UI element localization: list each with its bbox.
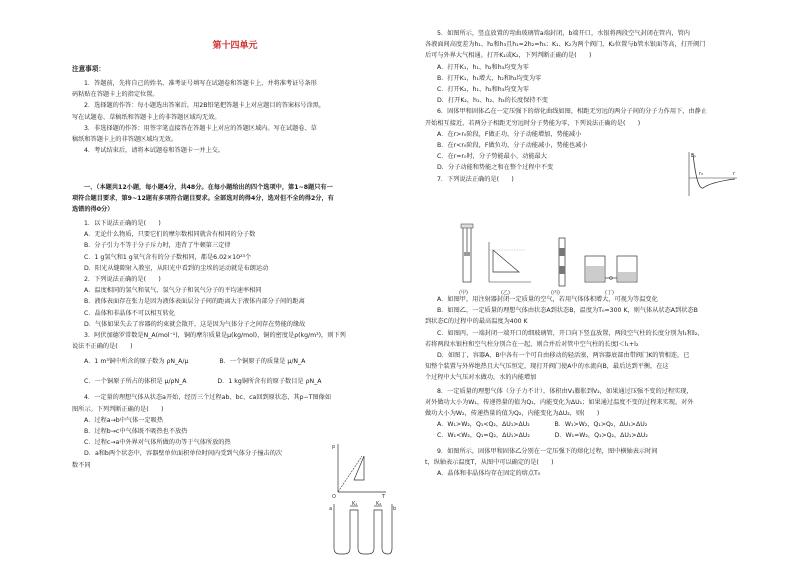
question-line: D．如图丁，容器A、B中各有一个可自由移动的轻活塞，两容器底部由带阀门K的管相连，已 [437, 352, 690, 360]
question-line: t，纵轴表示温度T，从图中可以确定的是( ) [425, 458, 554, 466]
question-line: 1．以下说法正确的是( ) [84, 220, 161, 227]
question-line: C．W₁<W₂，Q₁=Q₂，ΔU₁>ΔU₂ D．W₁=W₂，Q₁>Q₂，ΔU₁>ΔU₂ [437, 432, 648, 440]
notice-item: 3．非选择题的作答：用签字笔直接答在答题卡上对应的答题区域内。写在试题卷、草 [84, 124, 317, 132]
ep-axis-label: Eₚ [691, 153, 697, 159]
question-line: 各液面间高度差为h₁、h₂和h₃且h₁=2h₂=h₃；K₁、K₂为两个阀门，K₂位置与b管水银面等高，打开阀门 [425, 41, 706, 49]
question-line: D．a和b两个状态中，容器壁单位面积单位时间内受到气体分子撞击的次 [84, 450, 283, 458]
notice-item: 稿纸和答题卡上的非答题区域均无效。 [72, 136, 178, 144]
r0-label: r₀ [699, 171, 704, 177]
question-line: C．在r=r₀时，分子势能最小，动能最大 [437, 153, 547, 161]
tube-b-label: b [393, 506, 396, 512]
notice-item: 写在试题卷、草稿纸和答题卡上的非答题区域均无效。 [72, 113, 221, 121]
notice-item: 1．答题前，先将自己的姓名、准考证号填写在试题卷和答题卡上，并将准考证号条形 [84, 80, 317, 87]
question-line: C．晶体和非晶体不可以相互转化 [84, 309, 175, 317]
question-line: B．过程b→c中气体既不吸热也不放热 [84, 428, 188, 436]
pT-origin-label: O [332, 494, 336, 498]
question-line: 4．一定量的理想气体从状态a开始，经历三个过程ab、bc、ca回到原状态，其p−T图像如 [84, 394, 332, 402]
question-line: 开始相互接近，若两分子相距无穷远时分子势能为零，下列说法正确的是( ) [425, 119, 641, 127]
question-line: A．打开K₁，h₁、h₂和h₃均变为零 [437, 63, 529, 71]
question-line: A．如图甲，用注射器封闭一定质量的空气，若用气体体积增大，可视为等温变化 [437, 296, 658, 303]
fig-jia-label: (甲) [459, 290, 468, 296]
section-line: 一、（本题共12小题，每小题4分，共48分。在每小题给出的四个选项中，第1~8题只有一 [84, 184, 333, 191]
r-axis-label: r [733, 171, 736, 177]
q7-figures [455, 222, 655, 298]
notice-item: 码粘贴在答题卡上的指定位置。 [72, 91, 159, 99]
right-question-list-b [425, 294, 755, 479]
u-tube-figure [328, 500, 396, 558]
question-line: C．打开K₂，h₁、h₂和h₃均变为零 [437, 86, 529, 94]
question-line: 7．下列说法正确的是( ) [437, 175, 514, 183]
question-line: 3．阿伏加德罗常数是N_A(mol⁻¹)，铜的摩尔质量是μ(kg/mol)，铜的密度是ρ(kg/m³)，则下列 [84, 332, 346, 340]
question-line: B．分子引力不等于分子斥力时，违背了牛顿第三定律 [84, 242, 231, 250]
question-line: D．分子动能和势能之和在整个过程中不变 [437, 164, 554, 172]
section-line: 项符合题目要求，第9~12题有多项符合题目要求。全部选对的得4分，选对但不全的得2分，有 [72, 195, 334, 203]
question-line: 数不同 [72, 461, 91, 469]
question-line: B．在r<r₀阶段，F做负功，分子动能减小，势能也减小 [437, 142, 588, 150]
notice-item: 4．考试结束后，请将本试题卷和答题卡一并上交。 [84, 147, 225, 155]
question-line: A．过程a→b中气体一定吸热 [84, 416, 164, 424]
section-line: 选错的得0分） [72, 206, 114, 214]
question-line: B．液体表面存在张力是因为液体表面层分子间的距离大于液体内部分子间的距离 [84, 298, 305, 306]
question-line: C．1 g氢气和1 g氧气含有的分子数相同，都是6.02×10²³个 [84, 253, 252, 261]
question-line: A．无论什么物质，只要它们的摩尔数相同就含有相同的分子数 [84, 231, 256, 239]
question-line: 8．一定质量的理想气体（分子力不计），体积由V₁膨胀到V₂，如果通过压强不变的过程实现， [437, 387, 693, 395]
page-title: 第十四单元 [212, 41, 258, 51]
question-line: 到状态C的过程中的最高温度为400 K [425, 318, 528, 326]
question-line: 个过程中大气压对水做功，水的内能增加 [425, 374, 537, 382]
notice-list [72, 78, 398, 156]
k1-label: K₁ [352, 501, 358, 507]
question-line: 6．固体甲和固体乙在一定压强下的熔化曲线如图，相距无穷远的两分子间的分子力作用下，由静止 [437, 108, 707, 116]
left-question-list [72, 218, 398, 471]
question-line: D．阳光从缝隙射入教室，从阳光中看到的尘埃的运动就是布朗运动 [84, 264, 269, 272]
notice-heading: 注意事项： [72, 65, 105, 73]
pT-T-label: T [382, 494, 386, 498]
fig-ding-label: (丁) [605, 290, 614, 296]
question-line: C．如图丙，一端封闭一端开口的细玻璃管，开口向下竖直放置，两段空气柱的长度分别为l₁和l₂， [437, 329, 704, 337]
question-line: D．气体如果失去了容器的约束就会散开，这是因为气体分子之间存在势能的缘故 [84, 320, 306, 328]
potential-energy-curve-figure [681, 150, 741, 200]
question-line: D．打开K₂，h₁、h₂、h₃的长度保持不变 [437, 97, 548, 105]
notice-item: 2．选择题的作答：每小题选出答案后，用2B铅笔把答题卡上对应题目的答案标号涂黑， [84, 102, 326, 110]
question-line: A．在r>r₀阶段，F做正功，分子动能增加，势能减小 [437, 130, 582, 138]
question-line: 5．如图所示，竖直放置的弯曲玻璃管a端封闭，b端开口，水银将两段空气封闭在管内，管内 [437, 30, 690, 37]
question-line: C．过程c→a中外界对气体所做的功等于气体所放的热 [84, 439, 231, 447]
question-line: 做功大小为W₂，传递热量的值为Q₂，内能变化为ΔU₂，则( ) [425, 410, 600, 418]
pT-graph-figure [330, 440, 390, 498]
question-line: A．W₁>W₂，Q₁<Q₂，ΔU₁>ΔU₂ B．W₁>W₂，Q₁>Q₂，ΔU₁>ΔU₂ [437, 421, 648, 429]
fig-bing-label: (丙) [551, 290, 560, 296]
question-line: B．打开K₁，h₁增大，h₂和h₃均变为零 [437, 74, 542, 82]
question-line: A．晶体和非晶体均存在固定的熔点T₀ [437, 470, 541, 478]
question-line: 2．下列说法正确的是( ) [84, 276, 161, 284]
question-line: 9．如图所示，固体甲和固体乙分别在一定压强下的熔化过程，图中横轴表示时间 [437, 447, 658, 455]
question-line: A．温度相同的氢气和氧气，氢气分子和氧气分子的平均速率相同 [84, 287, 262, 295]
question-line: C．一个铜原子所占的体积是 μ/ρN_A D．1 kg铜所含有的原子数目是 ρN_A [84, 378, 322, 386]
fig-yi-label: (乙) [501, 290, 510, 296]
question-line: 后可与外界大气相通。打开K₁或K₂，下列判断正确的是( ) [425, 52, 592, 60]
question-line: 若将两段水银柱和空气柱分别合在一起，则合并后对管中空气柱的长度l＜l₁+l₂ [425, 340, 639, 348]
question-line: 对外做功大小为W₁，传递热量的值为Q₁，内能变化为ΔU₁；如果通过温度不变的过程来实现，对外 [425, 398, 694, 406]
question-line: B．如图乙，一定质量的理想气体由状态A到状态B，温度为T₀=300 K，则气体从状态A到状态B [437, 307, 698, 315]
k2-label: K₂ [376, 501, 382, 507]
section-instructions [72, 182, 398, 216]
question-line: 图所示。下列判断正确的是( ) [72, 405, 164, 413]
tube-a-label: a [329, 506, 333, 512]
question-line: 知整个装置与外界绝热且大气压恒定，现打开阀门使A中的水流向B，最后达到平衡，在这 [425, 363, 669, 371]
question-line: 说法不正确的是( ) [72, 343, 133, 351]
pT-p-label: p [332, 444, 336, 450]
question-line: A．1 m³铜中所含的原子数为 ρN_A/μ B．一个铜原子的质量是 μ/N_A [84, 358, 306, 366]
